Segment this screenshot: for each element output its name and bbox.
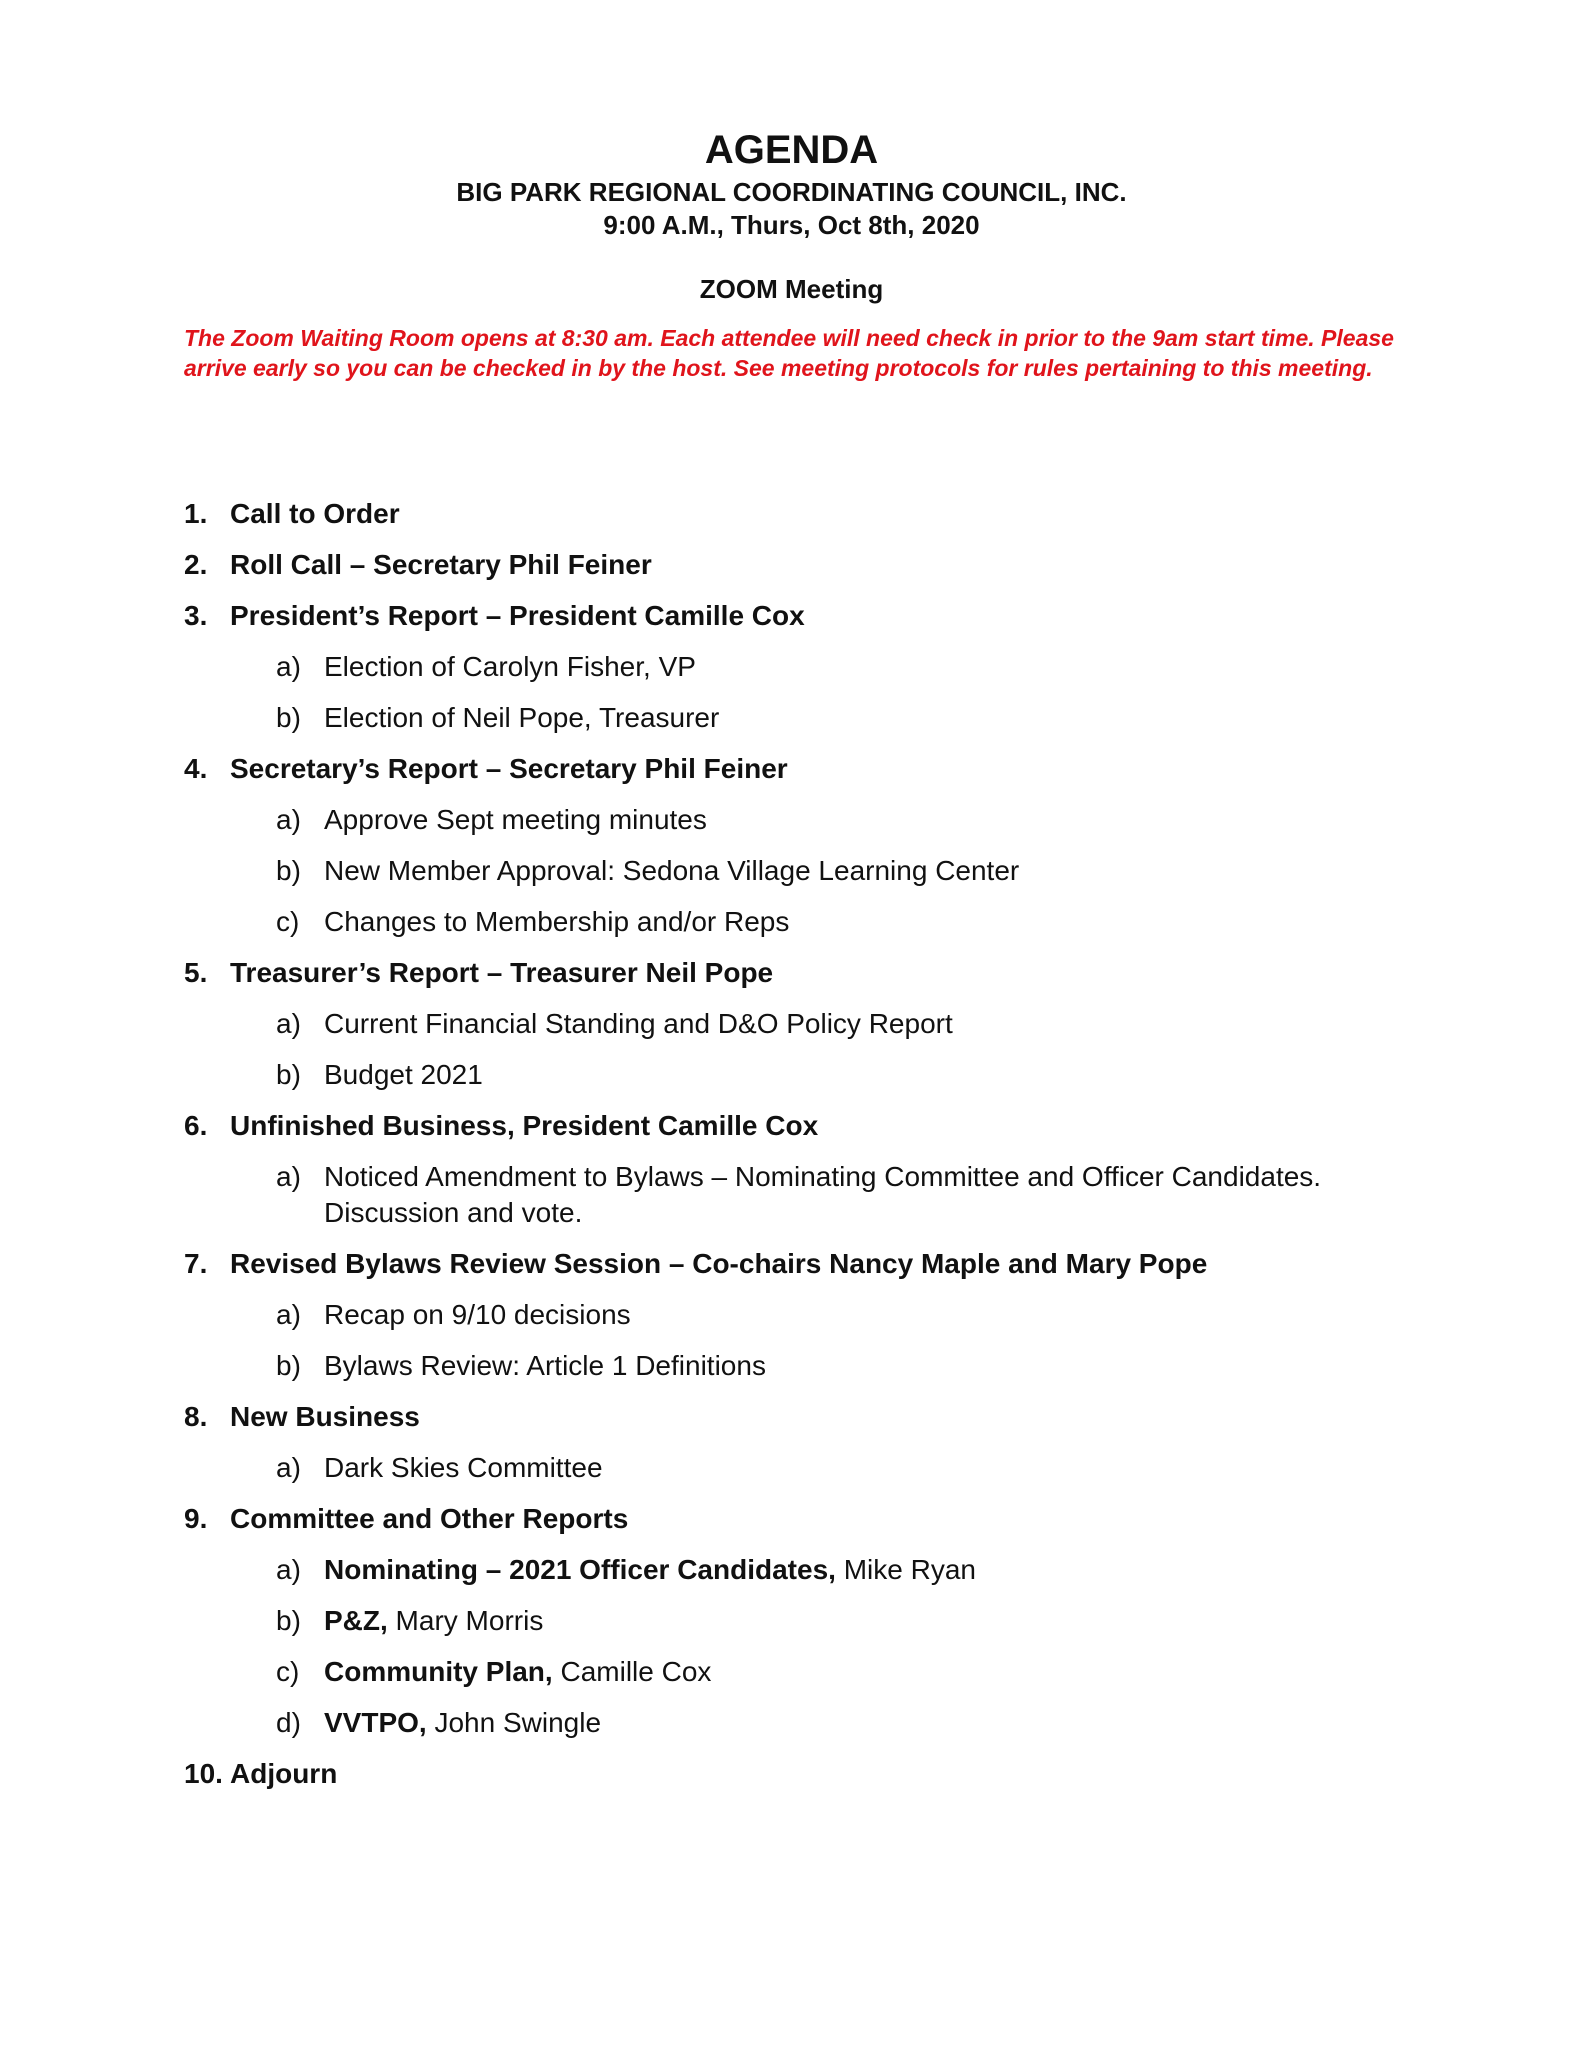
item-label: Committee and Other Reports <box>230 1503 629 1534</box>
subitem-letter: a) <box>276 1008 301 1039</box>
subitem-text: Recap on 9/10 decisions <box>324 1299 631 1330</box>
subitem-bold: Community Plan, <box>324 1656 553 1687</box>
agenda-subitem <box>184 1297 1404 1333</box>
agenda-subitem <box>184 802 1404 838</box>
agenda-item <box>184 1246 1404 1282</box>
agenda-subitem <box>184 853 1404 889</box>
subitem-letter: a) <box>276 1299 301 1330</box>
subitem-text: Changes to Membership and/or Reps <box>324 906 790 937</box>
subitem-letter: a) <box>276 651 301 682</box>
organization-name: BIG PARK REGIONAL COORDINATING COUNCIL, INC. <box>456 177 1127 207</box>
agenda-item <box>184 547 1404 583</box>
item-number: 7. <box>184 1248 208 1279</box>
item-label: Revised Bylaws Review Session – Co-chairs Nancy Maple and Mary Pope <box>230 1248 1208 1279</box>
subitem-letter: c) <box>276 1656 300 1687</box>
meeting-type: ZOOM Meeting <box>699 274 884 304</box>
subitem-letter: b) <box>276 1605 301 1636</box>
item-number: 4. <box>184 753 208 784</box>
subitem-text: Bylaws Review: Article 1 Definitions <box>324 1350 766 1381</box>
agenda-subitem <box>184 1552 1404 1588</box>
agenda-subitem <box>184 1603 1404 1639</box>
agenda-item <box>184 1399 1404 1435</box>
item-label: President’s Report – President Camille Cox <box>230 600 805 631</box>
item-number: 3. <box>184 600 208 631</box>
item-label: New Business <box>230 1401 420 1432</box>
agenda-item <box>184 751 1404 787</box>
agenda-item <box>184 598 1404 634</box>
subitem-letter: a) <box>276 1554 301 1585</box>
subitem-letter: b) <box>276 855 301 886</box>
page-title: AGENDA <box>704 128 879 172</box>
item-number: 10. <box>184 1758 223 1789</box>
agenda-item <box>184 496 1404 532</box>
agenda-subitem <box>184 649 1404 685</box>
subitem-letter: b) <box>276 702 301 733</box>
item-number: 9. <box>184 1503 208 1534</box>
agenda-item <box>184 1108 1404 1144</box>
subitem-bold: P&Z, <box>324 1605 388 1636</box>
subitem-text: Approve Sept meeting minutes <box>324 804 707 835</box>
subitem-text: Noticed Amendment to Bylaws – Nominating Committee and Officer Candidates. Discussion and vote. <box>324 1161 1322 1228</box>
meeting-datetime: 9:00 A.M., Thurs, Oct 8th, 2020 <box>603 210 980 240</box>
subitem-letter: a) <box>276 1452 301 1483</box>
subitem-bold: Nominating – 2021 Officer Candidates, <box>324 1554 836 1585</box>
agenda-list <box>184 496 1404 1807</box>
subitem-letter: b) <box>276 1350 301 1381</box>
item-number: 2. <box>184 549 208 580</box>
item-label: Treasurer’s Report – Treasurer Neil Pope <box>230 957 774 988</box>
item-number: 5. <box>184 957 208 988</box>
subitem-text: Dark Skies Committee <box>324 1452 603 1483</box>
subitem-text: Mike Ryan <box>835 1554 976 1585</box>
agenda-subitem <box>184 1654 1404 1690</box>
subitem-bold: VVTPO, <box>324 1707 427 1738</box>
agenda-item <box>184 955 1404 991</box>
subitem-text: Current Financial Standing and D&O Policy Report <box>324 1008 953 1039</box>
item-label: Call to Order <box>230 498 400 529</box>
subitem-letter: c) <box>276 906 300 937</box>
item-label: Roll Call – Secretary Phil Feiner <box>230 549 652 580</box>
item-number: 8. <box>184 1401 208 1432</box>
agenda-subitem <box>184 700 1404 736</box>
item-label: Adjourn <box>230 1758 338 1789</box>
agenda-subitem <box>184 1450 1404 1486</box>
subitem-text: Budget 2021 <box>324 1059 483 1090</box>
subitem-text: Mary Morris <box>387 1605 544 1636</box>
zoom-notice: The Zoom Waiting Room opens at 8:30 am. Each attendee will need check in prior to the 9am start time. Please arrive early so you can be checked in by the host. See meeting protocols for rules pertaining to this meeting. <box>184 325 1394 381</box>
subitem-text: Election of Neil Pope, Treasurer <box>324 702 720 733</box>
item-label: Secretary’s Report – Secretary Phil Feiner <box>230 753 788 784</box>
item-label: Unfinished Business, President Camille Cox <box>230 1110 819 1141</box>
agenda-subitem <box>184 1348 1404 1384</box>
subitem-letter: a) <box>276 804 301 835</box>
item-number: 6. <box>184 1110 208 1141</box>
agenda-subitem <box>184 904 1404 940</box>
subitem-text: New Member Approval: Sedona Village Learning Center <box>324 855 1020 886</box>
subitem-letter: a) <box>276 1161 301 1192</box>
subitem-text: John Swingle <box>426 1707 602 1738</box>
subitem-text: Camille Cox <box>552 1656 712 1687</box>
agenda-subitem <box>184 1006 1404 1042</box>
agenda-subitem <box>184 1705 1404 1741</box>
subitem-letter: d) <box>276 1707 301 1738</box>
subitem-text: Election of Carolyn Fisher, VP <box>324 651 696 682</box>
item-number: 1. <box>184 498 208 529</box>
agenda-subitem <box>184 1159 1404 1231</box>
agenda-item <box>184 1501 1404 1537</box>
agenda-subitem <box>184 1057 1404 1093</box>
subitem-letter: b) <box>276 1059 301 1090</box>
agenda-item <box>184 1756 1404 1792</box>
